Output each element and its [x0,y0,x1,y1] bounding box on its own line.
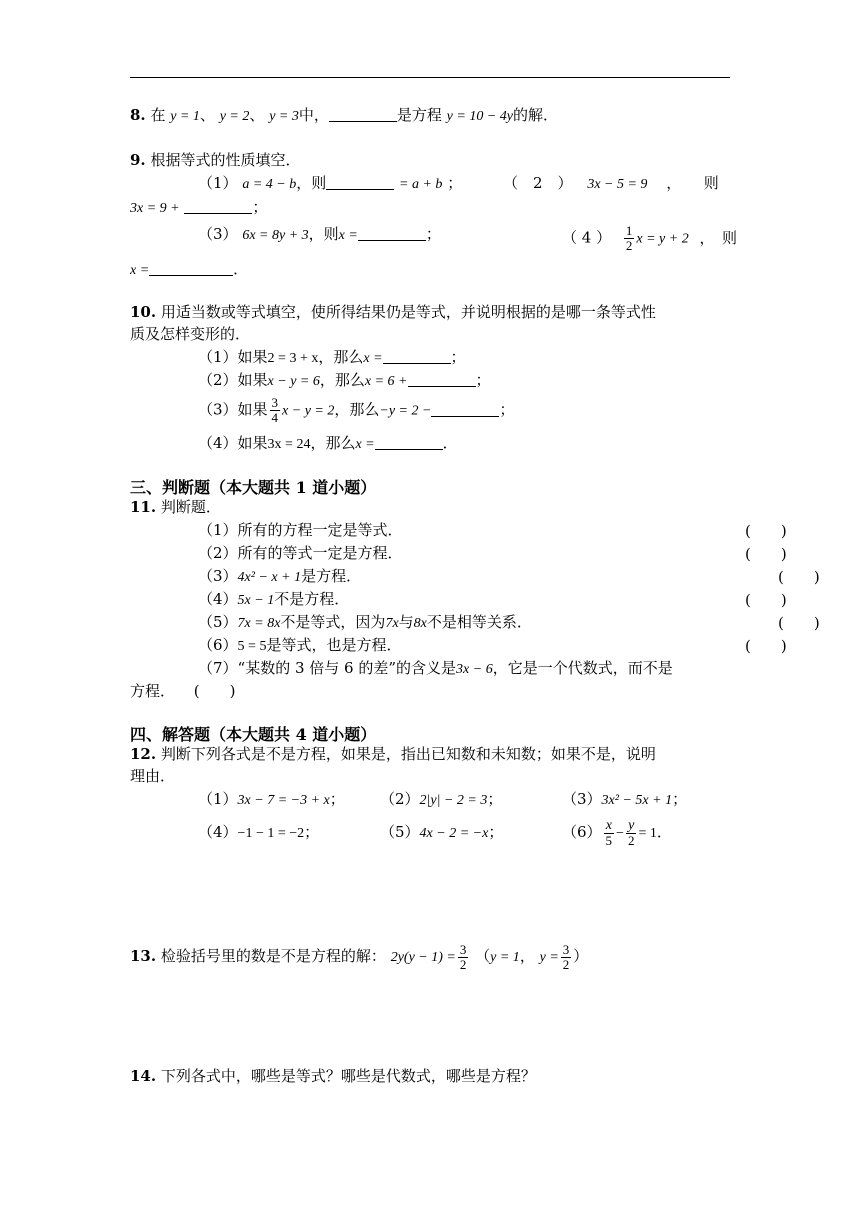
q11-statement-5 [198,612,532,634]
equation: 3x = 24 [267,437,311,452]
q12-expr-4 [198,822,319,844]
text: ； [450,348,466,366]
numerator: 3 [459,941,467,957]
question-9 [130,150,300,170]
question-8 [130,105,558,127]
equation: 3x = 9 + [130,201,180,216]
text: ，则 [296,174,327,192]
judgment-bracket[interactable]: ( ) [193,682,236,700]
q8-sep: 、 [199,106,215,124]
candidate-value: y = [539,950,559,965]
part-label: （ 2 ） [503,174,573,192]
operator: − [616,826,624,841]
q8-candidate-2: y = 2 [219,109,250,124]
part-label: （1） [198,174,238,192]
judgment-bracket[interactable]: ( ) [778,568,820,586]
text: ． [442,434,458,452]
equation: x = [355,437,375,452]
q12-expr-1 [198,789,345,811]
q11-statement-6 [198,635,401,657]
text: 是等式，也是方程． [266,636,402,654]
part-label: （ 4 ） [562,228,612,247]
denominator: 2 [562,956,570,972]
denominator: 2 [459,956,467,972]
equation: 3x² − 5x + 1 [601,793,673,808]
q11-statement-7-cont [130,681,236,701]
item-label: （6） [562,823,602,841]
answer-blank[interactable] [431,402,499,417]
question-number: 10. [130,303,157,321]
text: ，那么 [318,348,364,366]
q10-item-3 [198,396,514,425]
q11-statement-1: （1）所有的方程一定是等式． [198,521,403,539]
fraction [626,819,637,848]
equation: 2|y| − 2 = 3 [419,793,488,808]
text: 方程． [130,682,176,700]
fraction [561,943,572,972]
text: ； [672,790,688,808]
equation: 8x [413,616,427,631]
q10-item-1 [198,347,466,369]
text: ，那么 [334,400,380,419]
equation: x = [338,228,358,243]
equation: 4x² − x + 1 [237,570,302,585]
equation: 5x − 1 [237,593,275,608]
q9-part-2-cont [130,197,267,219]
equation: −y = 2 − [379,403,432,419]
question-number: 13. [130,947,157,965]
text: ，则 [308,225,339,243]
numerator: 1 [625,223,633,238]
item-label: （5） [198,613,238,631]
q13-text: 检验括号里的数是不是方程的解： [160,947,386,965]
judgment-bracket[interactable]: ( ) [745,637,787,655]
text: ， [519,947,535,965]
text: ； [252,198,268,216]
text: 不是方程． [274,590,350,608]
q8-candidate-1: y = 1 [170,109,200,124]
q9-text: 根据等式的性质填空． [150,151,301,169]
text: ， 则 [666,174,719,192]
question-11 [130,497,221,517]
item-label: （3） [562,790,602,808]
numerator: 3 [562,941,570,957]
fraction [624,224,635,253]
denominator: 5 [605,832,613,848]
equation: 7x = 8x [237,616,281,631]
equation: 3x − 7 = −3 + x [237,793,330,808]
header-rule [130,77,730,78]
equation: x = y + 2 [636,231,689,247]
answer-blank[interactable] [184,199,252,214]
item-label: （2）如果 [198,371,268,389]
equation: x = 6 + [364,374,408,389]
q8-text: 中， [298,106,329,124]
answer-blank[interactable] [326,175,394,190]
q8-equation: y = 10 − 4y [446,109,513,124]
equation: x − y = 6 [267,374,320,389]
equation: 2 = 3 + x [267,351,319,366]
equation: 3x − 5 = 9 [587,177,648,192]
text: ， 则 [699,228,737,247]
denominator: 2 [625,238,633,253]
item-label: （2） [380,790,420,808]
item-label: （5） [380,823,420,841]
text: ，那么 [319,371,365,389]
denominator: 4 [271,410,279,425]
fraction [458,943,469,972]
item-label: （4） [198,823,238,841]
text: （ [475,947,491,965]
q10-text: 用适当数或等式填空，使所得结果仍是等式，并说明根据的是哪一条等式性 [160,303,656,321]
q12-expr-2 [380,789,502,811]
question-14 [130,1066,536,1086]
question-number: 11. [130,498,157,516]
text: ，那么 [310,434,356,452]
q9-part-3 [198,224,441,246]
q12-text: 判断下列各式是不是方程，如果是，指出已知数和未知数；如果不是，说明 [160,745,656,763]
fraction [604,819,615,848]
text: ； [329,790,345,808]
question-number: 8. [130,106,146,124]
part-label: （3） [198,225,238,243]
q9-part-1 [198,173,462,195]
fraction [270,396,281,425]
item-label: （3）如果 [198,400,268,419]
q11-statement-2: （2）所有的等式一定是方程． [198,544,403,562]
question-number: 12. [130,745,157,763]
q9-part-4 [562,224,737,253]
numerator: 3 [271,395,279,410]
q11-statement-4 [198,589,349,611]
section-4-heading: 四、解答题（本大题共 4 道小题） [130,725,377,744]
equation: 2y(y − 1) = [390,950,456,965]
answer-blank[interactable] [149,261,233,276]
q12-text-cont: 理由． [130,767,176,785]
section-3-heading: 三、判断题（本大题共 1 道小题） [130,478,377,497]
q8-sep: 、 [249,106,265,124]
answer-blank[interactable] [383,349,451,364]
text: ． [233,260,249,278]
item-label: （1）如果 [198,348,268,366]
q14-text: 下列各式中，哪些是等式？哪些是代数式，哪些是方程？ [160,1067,536,1085]
equation: x = [130,263,150,278]
q9-part-2 [503,173,719,195]
text: 是方程． [301,567,362,585]
numerator: x [604,819,615,834]
equation: x = [363,351,383,366]
q10-item-4 [198,433,458,455]
equation: a = 4 − b [242,177,297,192]
equation: x − y = 2 [282,403,335,419]
q9-part-4-cont [130,259,248,281]
answer-blank[interactable] [375,435,443,450]
candidate-value: y = 1 [490,950,520,965]
text: ； [304,823,320,841]
equation: 6x = 8y + 3 [242,228,309,243]
item-label: （3） [198,567,238,585]
q11-statement-7 [198,658,673,680]
q10-item-2 [198,370,491,392]
answer-blank[interactable] [329,107,397,122]
item-label: （4） [198,590,238,608]
q10-text: 质及怎样变形的． [130,325,251,343]
text: ； [447,174,463,192]
question-number: 9. [130,151,146,169]
text: ） [573,947,589,965]
equation: = 1 [638,826,657,841]
text: ； [488,823,504,841]
equation: −1 − 1 = −2 [237,826,305,841]
q8-candidate-3: y = 3 [269,109,299,124]
judgment-bracket[interactable]: ( ) [778,614,820,632]
equation: 4x − 2 = −x [419,826,489,841]
equation: 7x [385,616,399,631]
judgment-bracket[interactable]: ( ) [745,591,787,609]
text: ． [656,823,672,841]
item-label: （1） [198,790,238,808]
q12-expr-3 [562,789,687,811]
text: ，它是一个代数式，而不是 [492,659,673,677]
q12-expr-6 [562,818,672,848]
q11-text: 判断题． [160,498,221,516]
text: ； [487,790,503,808]
text: （7）“某数的 3 倍与 6 的差”的含义是 [198,659,457,677]
question-12 [130,744,656,764]
answer-blank[interactable] [358,226,426,241]
q11-statement-3 [198,566,361,588]
denominator: 2 [627,832,635,848]
item-label: （4）如果 [198,434,268,452]
text: 与 [398,613,414,631]
text: 不是相等关系． [426,613,532,631]
text: 不是等式，因为 [280,613,386,631]
equation: 5 = 5 [237,639,267,654]
q8-text: 是方程 [396,106,442,124]
text: ； [475,371,491,389]
q8-text: 的解． [513,106,559,124]
text: ； [425,225,441,243]
text: ； [499,400,515,419]
equation: 3x − 6 [456,662,493,677]
judgment-bracket[interactable]: ( ) [745,522,787,540]
numerator: y [626,819,637,834]
question-number: 14. [130,1067,157,1085]
question-13 [130,942,588,972]
equation: = a + b [399,177,443,192]
answer-blank[interactable] [408,372,476,387]
judgment-bracket[interactable]: ( ) [745,545,787,563]
q12-expr-5 [380,822,503,844]
q8-text: 在 [150,106,166,124]
item-label: （6） [198,636,238,654]
q10-text-cont [130,324,250,344]
question-10 [130,302,656,322]
